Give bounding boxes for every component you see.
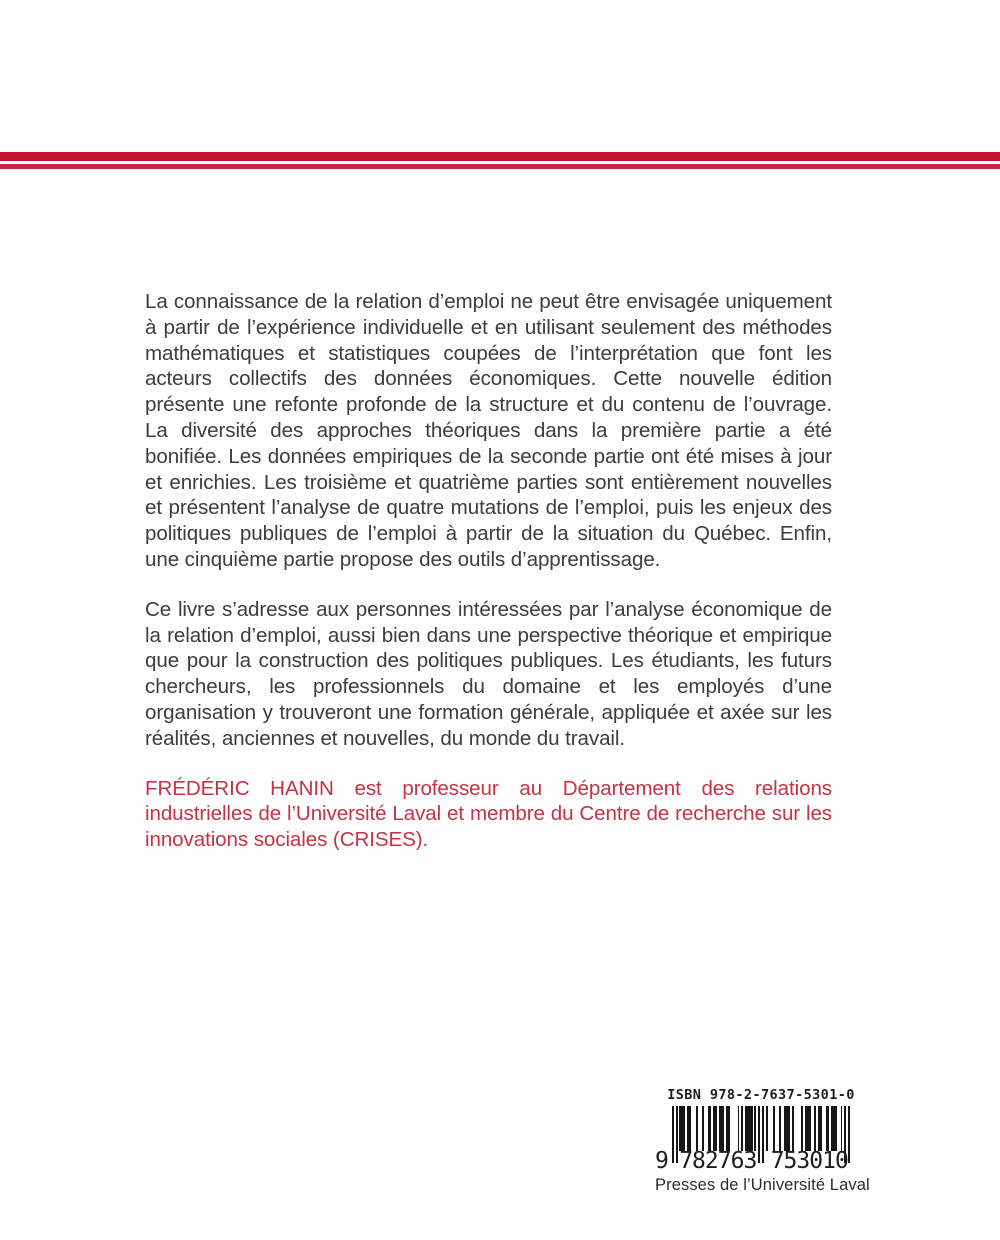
publisher-name: Presses de l’Université Laval [655,1176,870,1194]
barcode-bar [835,1106,837,1151]
barcode-bar [715,1106,717,1151]
synopsis-paragraph: La connaissance de la relation d’emploi ne peut être envisagée uniquement à partir de l’expérience individuelle et en utilisant seulement des méthodes mathématiques et statistiques coupées de l’interprétation que font les acteurs collectifs des données économiques. Cette nouvelle édition présente une refonte profonde de la structure et du contenu de l’ouvrage. La diversité des approches théoriques dans la première partie a été bonifiée. Les données empiriques de la seconde partie ont été mises à jour et enrichies. Les troisième et quatrième parties sont entièrement nouvelles et présentent l’analyse de quatre mutations de l’emploi, puis les enjeux des politiques publiques de l’emploi à partir de la situation du Québec. Enfin, une cinquième partie propose des outils d’apprentissage. [145,290,832,571]
barcode-digits [655,1148,855,1174]
barcode-bar [820,1106,822,1151]
barcode-digits-right: 753010 [770,1148,848,1174]
barcode-bar [841,1106,843,1151]
barcode-bar [809,1106,811,1151]
top-rule-thin [0,164,1000,169]
audience-paragraph: Ce livre s’adresse aux personnes intéressées par l’analyse économique de la relation d’emploi, aussi bien dans une perspective théorique et empirique que pour la construction des politiques publiques. Les étudiants, les futurs chercheurs, les professionnels du domaine et les employés d’une organisation y trouveront une formation générale, appliquée et axée sur les réalités, anciennes et nouvelles, du monde du travail. [145,597,832,750]
barcode-bar [741,1106,743,1151]
barcode-bar [792,1106,794,1151]
barcode-bar [788,1106,790,1151]
barcode-bar [683,1106,685,1151]
barcode-bar [738,1106,740,1151]
author-bio: FRÉDÉRIC HANIN est professeur au Département des relations industrielles de l’Université Laval et membre du Centre de recherche sur les innovations sociales (CRISES). [145,776,832,852]
barcode-bar [779,1106,781,1151]
barcode-bar [723,1106,725,1151]
barcode-bar [801,1106,803,1151]
barcode-bar [709,1106,711,1151]
barcode-bar [773,1106,775,1151]
barcode-bar [751,1106,753,1151]
barcode-bar [728,1106,730,1151]
barcode-bar [828,1106,830,1151]
isbn-label: ISBN 978-2-7637-5301-0 [667,1087,855,1103]
barcode-block [655,1086,870,1200]
barcode-bar [702,1106,704,1151]
back-cover-text-column [145,289,832,853]
barcode-bar [766,1106,768,1151]
barcode-bar [754,1106,756,1151]
top-rule-thick [0,152,1000,161]
barcode-digits-left: 782763 [679,1148,757,1174]
barcode-bar [814,1106,816,1151]
barcode-digit-lead: 9 [655,1148,668,1174]
barcode-bar [696,1106,698,1151]
barcode-bar [689,1106,691,1151]
